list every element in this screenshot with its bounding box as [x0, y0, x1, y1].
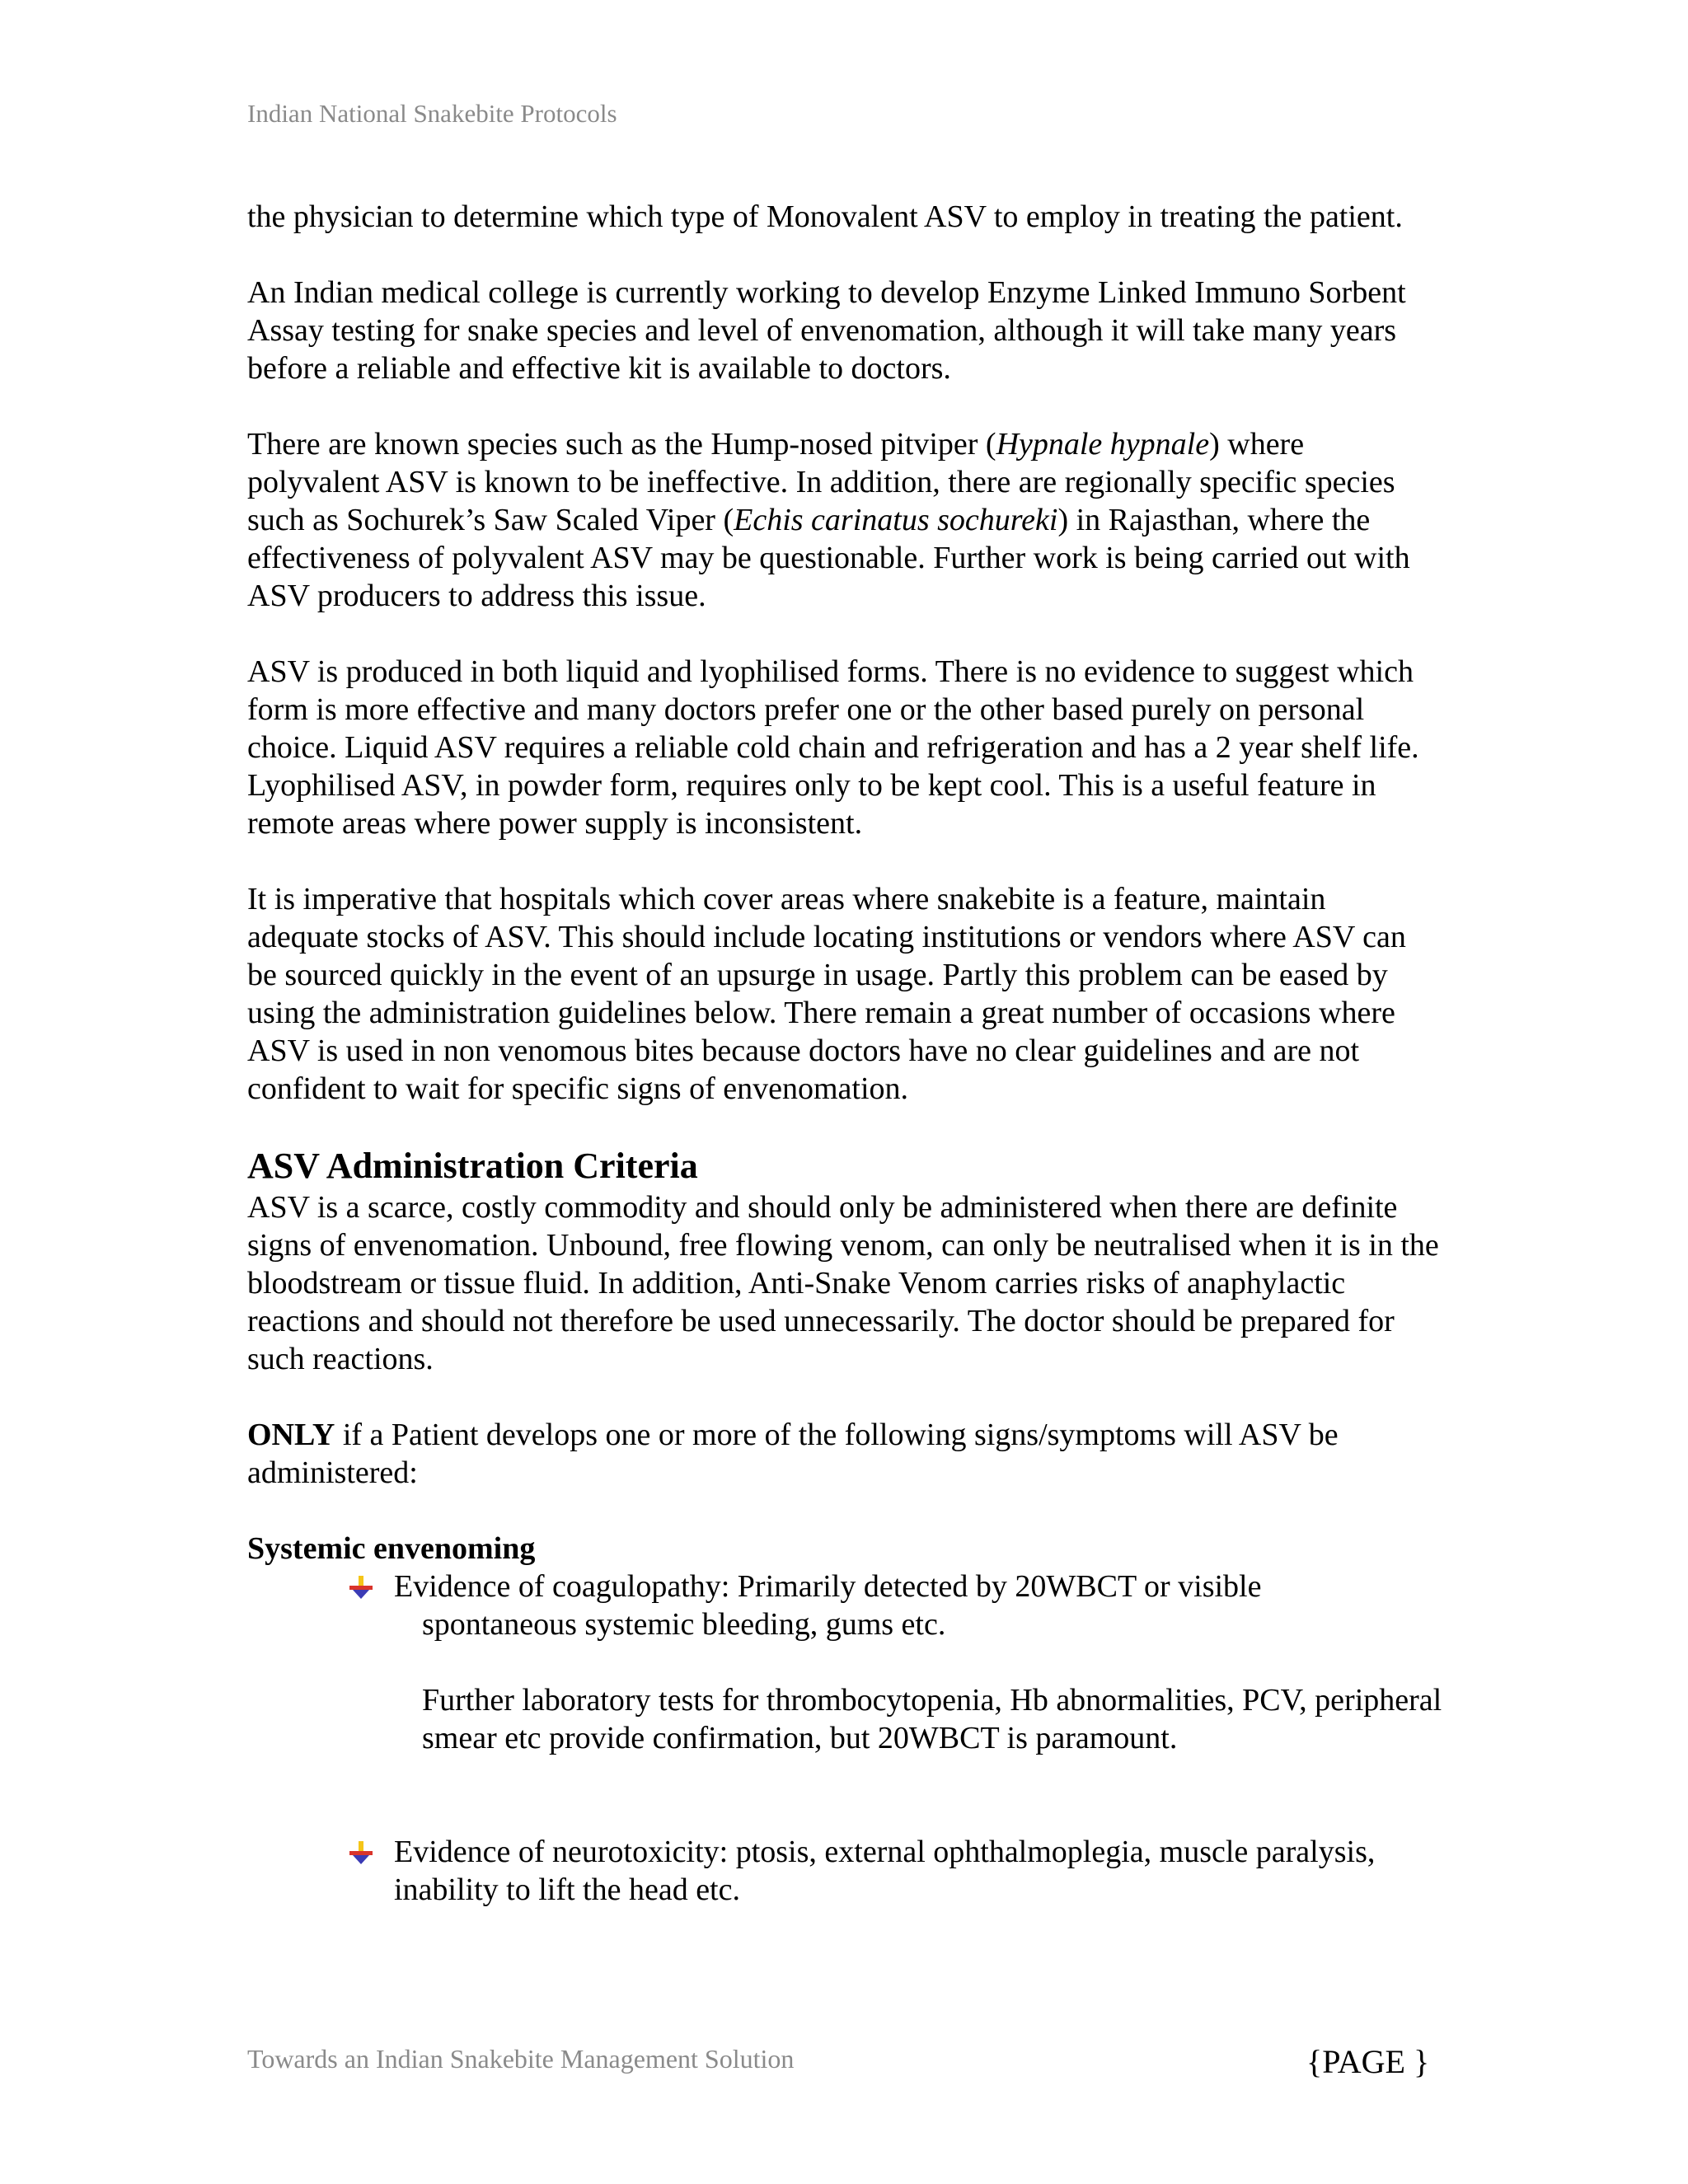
- running-header: Indian National Snakebite Protocols: [247, 99, 617, 128]
- species-text-3: ) in Rajasthan, where the effectiveness of polyvalent ASV may be questionable. Further work is being carried out with ASV producers to address this issue.: [247, 503, 1410, 613]
- species-name-hypnale: Hypnale hypnale: [996, 427, 1210, 462]
- species-name-echis: Echis carinatus sochureki: [734, 503, 1058, 537]
- page-body: [247, 198, 1442, 1909]
- coagulopathy-line-1: Evidence of coagulopathy: Primarily detected by 20WBCT or visible: [394, 1569, 1262, 1604]
- paragraph-criteria-intro: ASV is a scarce, costly commodity and should only be administered when there are definite signs of envenomation. Unbound, free flowing venom, can only be neutralised when it is in the bloodstream or tissue fluid. In addition, Anti-Snake Venom carries risks of anaphylactic reactions and should not therefore be used unnecessarily. The doctor should be prepared for such reactions.: [247, 1190, 1439, 1376]
- paragraph-continuation: the physician to determine which type of Monovalent ASV to employ in treating the patient.: [247, 199, 1403, 234]
- only-if-text: if a Patient develops one or more of the following signs/symptoms will ASV be administered:: [247, 1418, 1339, 1490]
- coagulopathy-line-2: spontaneous systemic bleeding, gums etc.: [422, 1607, 946, 1642]
- paragraph-elisa: An Indian medical college is currently working to develop Enzyme Linked Immuno Sorbent Assay testing for snake species and level of envenomation, although it will take many years before a reliable and effective kit is available to doctors.: [247, 275, 1406, 386]
- arrow-down-bullet-icon: [348, 1840, 374, 1866]
- paragraph-asv-forms: ASV is produced in both liquid and lyophilised forms. There is no evidence to suggest which form is more effective and many doctors prefer one or the other based purely on personal choice. Liquid ASV requires a reliable cold chain and refrigeration and has a 2 year shelf life. Lyophilised ASV, in powder form, requires only to be kept cool. This is a useful feature in remote areas where power supply is inconsistent.: [247, 654, 1419, 841]
- arrow-down-bullet-icon: [348, 1574, 374, 1601]
- list-item-coagulopathy: [247, 1568, 1442, 1643]
- running-footer: Towards an Indian Snakebite Management Solution: [247, 2044, 795, 2074]
- section-heading: ASV Administration Criteria: [247, 1146, 698, 1186]
- subheading-systemic: Systemic envenoming: [247, 1531, 536, 1566]
- page-number-field: {PAGE }: [1306, 2043, 1430, 2080]
- paragraph-only-if: [247, 1416, 1442, 1492]
- list-spacer: [247, 1757, 1442, 1833]
- species-text-1: There are known species such as the Hump-nosed pitviper (: [247, 427, 996, 462]
- neurotoxicity-text: Evidence of neurotoxicity: ptosis, external ophthalmoplegia, muscle paralysis, inability to lift the head etc.: [394, 1835, 1376, 1907]
- species-text-2: ) where polyvalent ASV is known to be ineffective. In addition, there are regionally specific species such as Sochurek’s Saw Scaled Viper (: [247, 427, 1395, 537]
- only-emphasis: ONLY: [247, 1418, 335, 1452]
- list-item-neurotoxicity: [247, 1833, 1442, 1909]
- coagulopathy-lab-note: Further laboratory tests for thrombocytopenia, Hb abnormalities, PCV, peripheral smear etc provide confirmation, but 20WBCT is paramount.: [422, 1683, 1442, 1755]
- paragraph-stocks: It is imperative that hospitals which cover areas where snakebite is a feature, maintain adequate stocks of ASV. This should include locating institutions or vendors where ASV can be sourced quickly in the event of an upsurge in usage. Partly this problem can be eased by using the administration guidelines below. There remain a great number of occasions where ASV is used in non venomous bites because doctors have no clear guidelines and are not confident to wait for specific signs of envenomation.: [247, 882, 1406, 1106]
- paragraph-species: [247, 425, 1442, 615]
